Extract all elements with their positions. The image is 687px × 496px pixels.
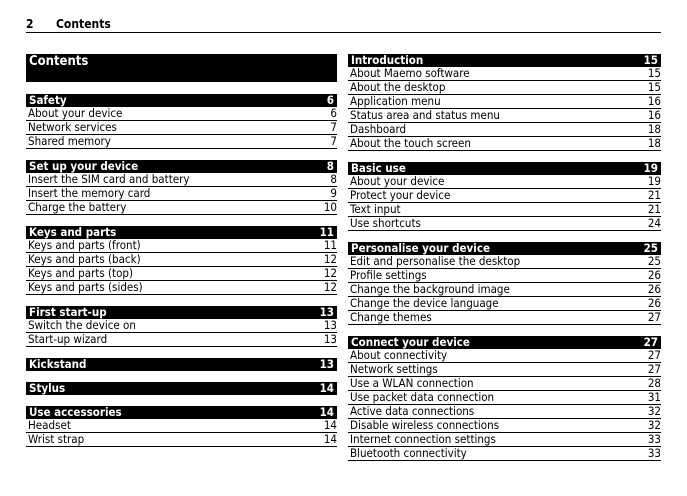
section-page-number: 15 (643, 53, 658, 67)
toc-entry[interactable] (348, 203, 661, 217)
toc-entry-page: 26 (647, 282, 661, 296)
toc-entry-label: Change the device language (350, 296, 499, 310)
toc-entry-page: 21 (647, 188, 661, 202)
toc-entry-page: 19 (647, 174, 661, 188)
toc-entry-label: Shared memory (28, 134, 111, 148)
toc-entry-label: Application menu (350, 94, 441, 108)
toc-entry[interactable] (348, 123, 661, 137)
toc-entry-label: Use a WLAN connection (350, 376, 474, 390)
toc-section (26, 94, 337, 149)
toc-entry-page: 32 (647, 418, 661, 432)
toc-entry-page: 32 (647, 404, 661, 418)
right-column (348, 54, 661, 472)
toc-entry-page: 31 (647, 390, 661, 404)
toc-section (26, 358, 337, 371)
toc-section (26, 382, 337, 395)
toc-entry-page: 11 (323, 238, 337, 252)
toc-entry-label: Insert the SIM card and battery (28, 172, 190, 186)
toc-entry-label: Keys and parts (sides) (28, 280, 143, 294)
toc-entry-page: 25 (647, 254, 661, 268)
left-column (26, 54, 337, 458)
toc-entry[interactable] (348, 269, 661, 283)
toc-entry[interactable] (26, 107, 337, 121)
toc-entry[interactable] (348, 95, 661, 109)
toc-section (26, 306, 337, 347)
toc-entry[interactable] (348, 391, 661, 405)
toc-entry-label: Status area and status menu (350, 108, 500, 122)
toc-entry[interactable] (26, 121, 337, 135)
toc-entry-label: Internet connection settings (350, 432, 496, 446)
toc-entry-label: Protect your device (350, 188, 451, 202)
toc-entry-page: 26 (647, 268, 661, 282)
toc-entry[interactable] (348, 311, 661, 325)
toc-entry-label: About your device (28, 106, 123, 120)
toc-section (348, 54, 661, 151)
toc-entry-label: Disable wireless connections (350, 418, 500, 432)
toc-entry-page: 9 (330, 186, 337, 200)
section-page-number: 25 (643, 241, 658, 255)
section-page-number: 11 (319, 225, 334, 239)
toc-entry-label: Active data connections (350, 404, 475, 418)
section-heading[interactable] (26, 358, 337, 371)
section-heading[interactable] (26, 382, 337, 395)
toc-entry-page: 33 (647, 432, 661, 446)
toc-section (26, 160, 337, 215)
section-page-number: 14 (319, 381, 334, 395)
toc-entry[interactable] (348, 377, 661, 391)
section-page-number: 13 (319, 305, 334, 319)
toc-entry[interactable] (26, 201, 337, 215)
toc-entry-label: Profile settings (350, 268, 427, 282)
toc-entry-label: About your device (350, 174, 445, 188)
toc-entry[interactable] (26, 239, 337, 253)
toc-entry[interactable] (26, 187, 337, 201)
toc-entry-label: Change themes (350, 310, 432, 324)
toc-entry-page: 18 (647, 136, 661, 150)
section-title: Set up your device (29, 159, 139, 173)
section-page-number: 6 (326, 93, 334, 107)
toc-entry[interactable] (348, 255, 661, 269)
toc-entry-label: Text input (350, 202, 401, 216)
toc-entry-label: Keys and parts (top) (28, 266, 134, 280)
toc-entry[interactable] (26, 267, 337, 281)
left-section-list (26, 94, 337, 447)
toc-entry[interactable] (348, 81, 661, 95)
toc-entry-label: Keys and parts (front) (28, 238, 141, 252)
toc-entry-page: 14 (323, 432, 337, 446)
toc-section (348, 242, 661, 325)
toc-entry-page: 28 (647, 376, 661, 390)
toc-entry[interactable] (348, 433, 661, 447)
toc-entry-page: 27 (647, 348, 661, 362)
toc-entry-label: Network settings (350, 362, 438, 376)
toc-entry-label: Start-up wizard (28, 332, 108, 346)
toc-entry-label: Bluetooth connectivity (350, 446, 467, 460)
toc-entry[interactable] (348, 137, 661, 151)
toc-entry[interactable] (348, 447, 661, 461)
toc-entry-label: Dashboard (350, 122, 407, 136)
toc-entry-page: 7 (330, 134, 337, 148)
toc-entry-label: Use shortcuts (350, 216, 421, 230)
section-heading[interactable] (26, 406, 337, 419)
toc-entry-page: 10 (323, 200, 337, 214)
toc-entry-page: 15 (647, 66, 661, 80)
section-title: Stylus (29, 381, 66, 395)
toc-entry-page: 12 (323, 252, 337, 266)
toc-entry-label: Switch the device on (28, 318, 136, 332)
toc-entry-label: Headset (28, 418, 71, 432)
toc-entry[interactable] (348, 297, 661, 311)
toc-entry-label: Use packet data connection (350, 390, 495, 404)
section-title: Connect your device (351, 335, 470, 349)
toc-entry[interactable] (26, 433, 337, 447)
toc-entry-page: 8 (330, 172, 337, 186)
section-page-number: 8 (326, 159, 334, 173)
section-title: Use accessories (29, 405, 122, 419)
section-title: Safety (29, 93, 67, 107)
toc-entry-page: 12 (323, 280, 337, 294)
page-number: 2 (26, 17, 34, 31)
toc-entry-page: 33 (647, 446, 661, 460)
section-title: Basic use (351, 161, 406, 175)
toc-entry[interactable] (26, 253, 337, 267)
toc-entry-page: 16 (647, 94, 661, 108)
toc-entry-page: 26 (647, 296, 661, 310)
toc-entry-page: 27 (647, 362, 661, 376)
toc-entry-page: 7 (330, 120, 337, 134)
toc-entry[interactable] (26, 333, 337, 347)
header-title: Contents (56, 17, 111, 31)
page-header (26, 17, 661, 33)
toc-entry-page: 12 (323, 266, 337, 280)
toc-entry-page: 15 (647, 80, 661, 94)
toc-entry-label: Edit and personalise the desktop (350, 254, 521, 268)
toc-entry-label: About the desktop (350, 80, 446, 94)
toc-entry-page: 14 (323, 418, 337, 432)
toc-entry[interactable] (348, 67, 661, 81)
section-page-number: 14 (319, 405, 334, 419)
toc-entry[interactable] (348, 419, 661, 433)
toc-entry-label: About Maemo software (350, 66, 470, 80)
toc-entry[interactable] (26, 419, 337, 433)
toc-entry-label: About connectivity (350, 348, 448, 362)
toc-entry-label: Network services (28, 120, 117, 134)
toc-entry-page: 27 (647, 310, 661, 324)
toc-entry[interactable] (348, 189, 661, 203)
toc-entry-label: Charge the battery (28, 200, 127, 214)
section-page-number: 13 (319, 357, 334, 371)
toc-entry-label: Keys and parts (back) (28, 252, 141, 266)
toc-entry[interactable] (348, 405, 661, 419)
toc-entry-page: 13 (323, 318, 337, 332)
contents-title: Contents (26, 54, 337, 82)
toc-entry-page: 18 (647, 122, 661, 136)
toc-entry[interactable] (26, 173, 337, 187)
section-title: Keys and parts (29, 225, 117, 239)
section-page-number: 19 (643, 161, 658, 175)
toc-entry[interactable] (348, 283, 661, 297)
toc-section (348, 162, 661, 231)
toc-entry-page: 16 (647, 108, 661, 122)
toc-entry-page: 21 (647, 202, 661, 216)
toc-entry[interactable] (348, 363, 661, 377)
section-title: Kickstand (29, 357, 87, 371)
toc-entry-page: 13 (323, 332, 337, 346)
section-title: Introduction (351, 53, 424, 67)
toc-section (26, 226, 337, 295)
toc-entry[interactable] (348, 175, 661, 189)
toc-entry[interactable] (26, 135, 337, 149)
toc-entry-label: Insert the memory card (28, 186, 151, 200)
toc-entry-label: Wrist strap (28, 432, 85, 446)
toc-entry[interactable] (26, 319, 337, 333)
toc-entry[interactable] (348, 217, 661, 231)
section-page-number: 27 (643, 335, 658, 349)
toc-entry-page: 24 (647, 216, 661, 230)
toc-section (348, 336, 661, 461)
section-title: First start-up (29, 305, 107, 319)
toc-entry[interactable] (348, 349, 661, 363)
toc-section (26, 406, 337, 447)
toc-entry-label: Change the background image (350, 282, 510, 296)
toc-entry-label: About the touch screen (350, 136, 471, 150)
section-title: Personalise your device (351, 241, 490, 255)
toc-entry[interactable] (26, 281, 337, 295)
toc-entry-page: 6 (330, 106, 337, 120)
right-section-list (348, 54, 661, 461)
toc-entry[interactable] (348, 109, 661, 123)
